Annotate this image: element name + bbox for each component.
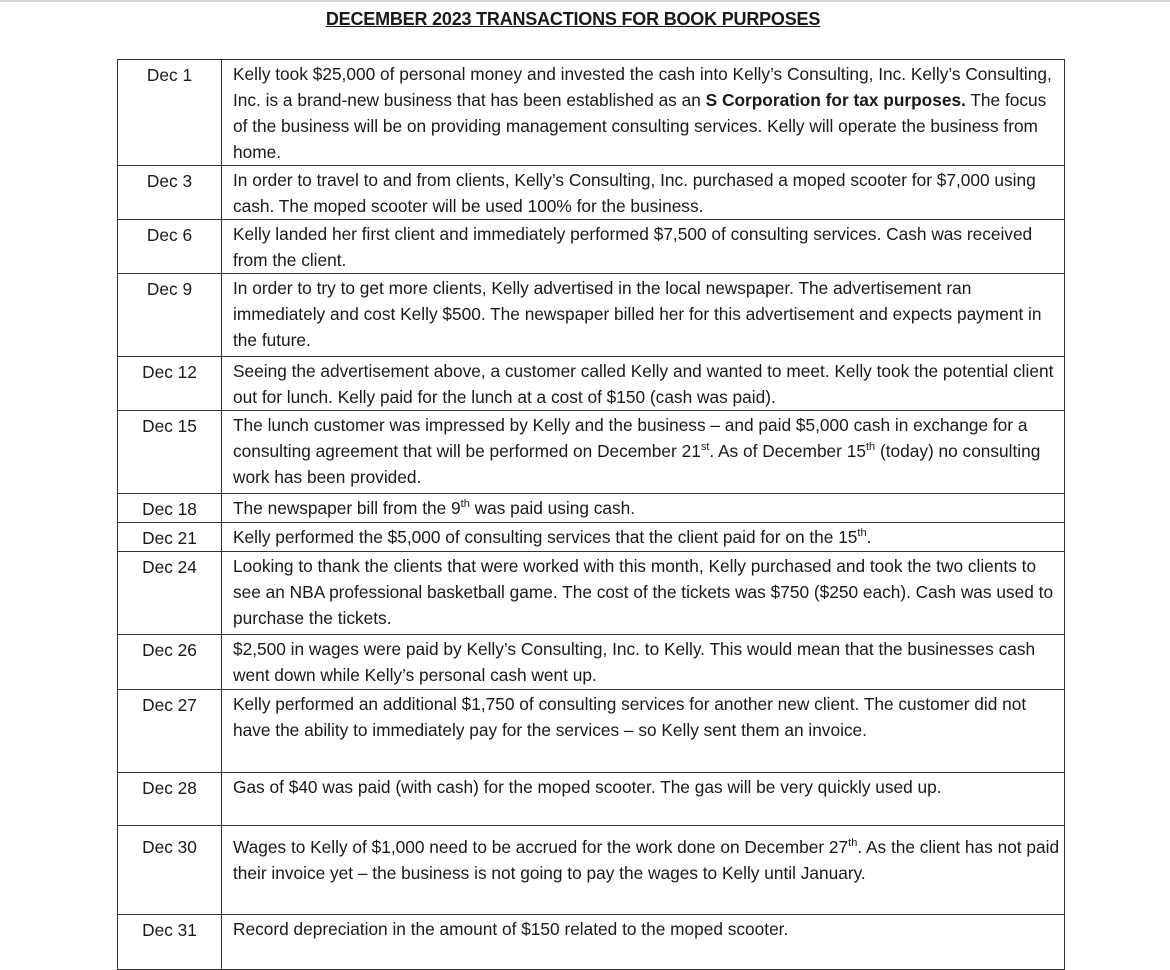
description-cell	[222, 60, 1065, 166]
description-text: . As the client has not paid their invoice yet – the business is not going to pay the wages to Kelly until January.	[233, 837, 1060, 883]
description-cell	[222, 915, 1065, 970]
date-cell: Dec 27	[118, 690, 222, 773]
description-text: .	[866, 527, 872, 547]
description-cell	[222, 494, 1065, 523]
description-cell	[222, 274, 1065, 357]
description-text: (today) no consulting work has been provided.	[233, 441, 1041, 487]
description-text: The newspaper bill from the 9	[233, 498, 461, 518]
description-text: In order to try to get more clients, Kelly advertised in the local newspaper. The advertisement ran immediately and cost Kelly $500. The newspaper billed her for this advertisement and expects payment in the future.	[233, 278, 1042, 350]
table-row	[118, 411, 1065, 494]
table-row	[118, 523, 1065, 552]
date-cell: Dec 31	[118, 915, 222, 970]
table-row	[118, 274, 1065, 357]
table-row	[118, 826, 1065, 915]
description-cell	[222, 826, 1065, 915]
date-cell: Dec 24	[118, 552, 222, 635]
description-cell	[222, 552, 1065, 635]
table-row	[118, 166, 1065, 220]
description-cell	[222, 166, 1065, 220]
description-text: Wages to Kelly of $1,000 need to be accrued for the work done on December 27	[233, 837, 849, 857]
description-text: . As of December 15	[709, 441, 866, 461]
description-cell	[222, 411, 1065, 494]
date-cell: Dec 3	[118, 166, 222, 220]
transactions-table	[117, 59, 1065, 970]
description-text: Record depreciation in the amount of $150 related to the moped scooter.	[233, 919, 789, 939]
date-cell: Dec 1	[118, 60, 222, 166]
description-text: Kelly performed the $5,000 of consulting services that the client paid for on the 15	[233, 527, 858, 547]
description-cell	[222, 773, 1065, 826]
description-text: Seeing the advertisement above, a customer called Kelly and wanted to meet. Kelly took the potential client out for lunch. Kelly paid for the lunch at a cost of $150 (cash was paid).	[233, 361, 1054, 407]
description-text: Kelly landed her first client and immediately performed $7,500 of consulting services. Cash was received from the client.	[233, 224, 1033, 270]
ordinal-suffix: th	[857, 527, 867, 539]
description-cell	[222, 635, 1065, 690]
description-text: In order to travel to and from clients, Kelly’s Consulting, Inc. purchased a moped scooter for $7,000 using cash. The moped scooter will be used 100% for the business.	[233, 170, 1036, 216]
description-cell	[222, 220, 1065, 274]
top-divider-line	[0, 0, 1170, 2]
ordinal-suffix: th	[848, 837, 858, 849]
table-row	[118, 357, 1065, 411]
date-cell: Dec 9	[118, 274, 222, 357]
date-cell: Dec 30	[118, 826, 222, 915]
date-cell: Dec 18	[118, 494, 222, 523]
description-text: Kelly took $25,000 of personal money and invested the cash into Kelly’s Consulting, Inc. Kelly’s Consulting, Inc. is a brand-new business that has been established as an	[233, 64, 1052, 110]
page-title: DECEMBER 2023 TRANSACTIONS FOR BOOK PURPOSES	[325, 9, 821, 29]
description-text: was paid using cash.	[469, 498, 636, 518]
table-row	[118, 635, 1065, 690]
ordinal-suffix: st	[700, 441, 710, 453]
date-cell: Dec 12	[118, 357, 222, 411]
table-row	[118, 690, 1065, 773]
description-text: Kelly performed an additional $1,750 of consulting services for another new client. The customer did not have the ability to immediately pay for the services – so Kelly sent them an invoice.	[233, 694, 1027, 740]
date-cell: Dec 28	[118, 773, 222, 826]
description-cell	[222, 523, 1065, 552]
table-row	[118, 773, 1065, 826]
description-text: Looking to thank the clients that were worked with this month, Kelly purchased and took the two clients to see an NBA professional basketball game. The cost of the tickets was $750 ($250 each). Cash was used to purchase the tickets.	[233, 556, 1054, 628]
date-cell: Dec 21	[118, 523, 222, 552]
description-text: The focus of the business will be on providing management consulting services. Kelly will operate the business from home.	[233, 90, 1047, 162]
description-cell	[222, 690, 1065, 773]
table-row	[118, 494, 1065, 523]
description-text: $2,500 in wages were paid by Kelly’s Consulting, Inc. to Kelly. This would mean that the businesses cash went down while Kelly’s personal cash went up.	[233, 639, 1036, 685]
description-cell	[222, 357, 1065, 411]
description-text: Gas of $40 was paid (with cash) for the moped scooter. The gas will be very quickly used up.	[233, 777, 942, 797]
table-row	[118, 220, 1065, 274]
ordinal-suffix: th	[865, 441, 876, 453]
table-row	[118, 60, 1065, 166]
description-text: The lunch customer was impressed by Kelly and the business – and paid $5,000 cash in exchange for a consulting agreement that will be performed on December 21	[233, 415, 1028, 461]
description-bold-text: S Corporation for tax purposes.	[705, 90, 966, 110]
ordinal-suffix: th	[460, 498, 470, 510]
date-cell: Dec 26	[118, 635, 222, 690]
date-cell: Dec 15	[118, 411, 222, 494]
date-cell: Dec 6	[118, 220, 222, 274]
table-row	[118, 915, 1065, 970]
table-row	[118, 552, 1065, 635]
